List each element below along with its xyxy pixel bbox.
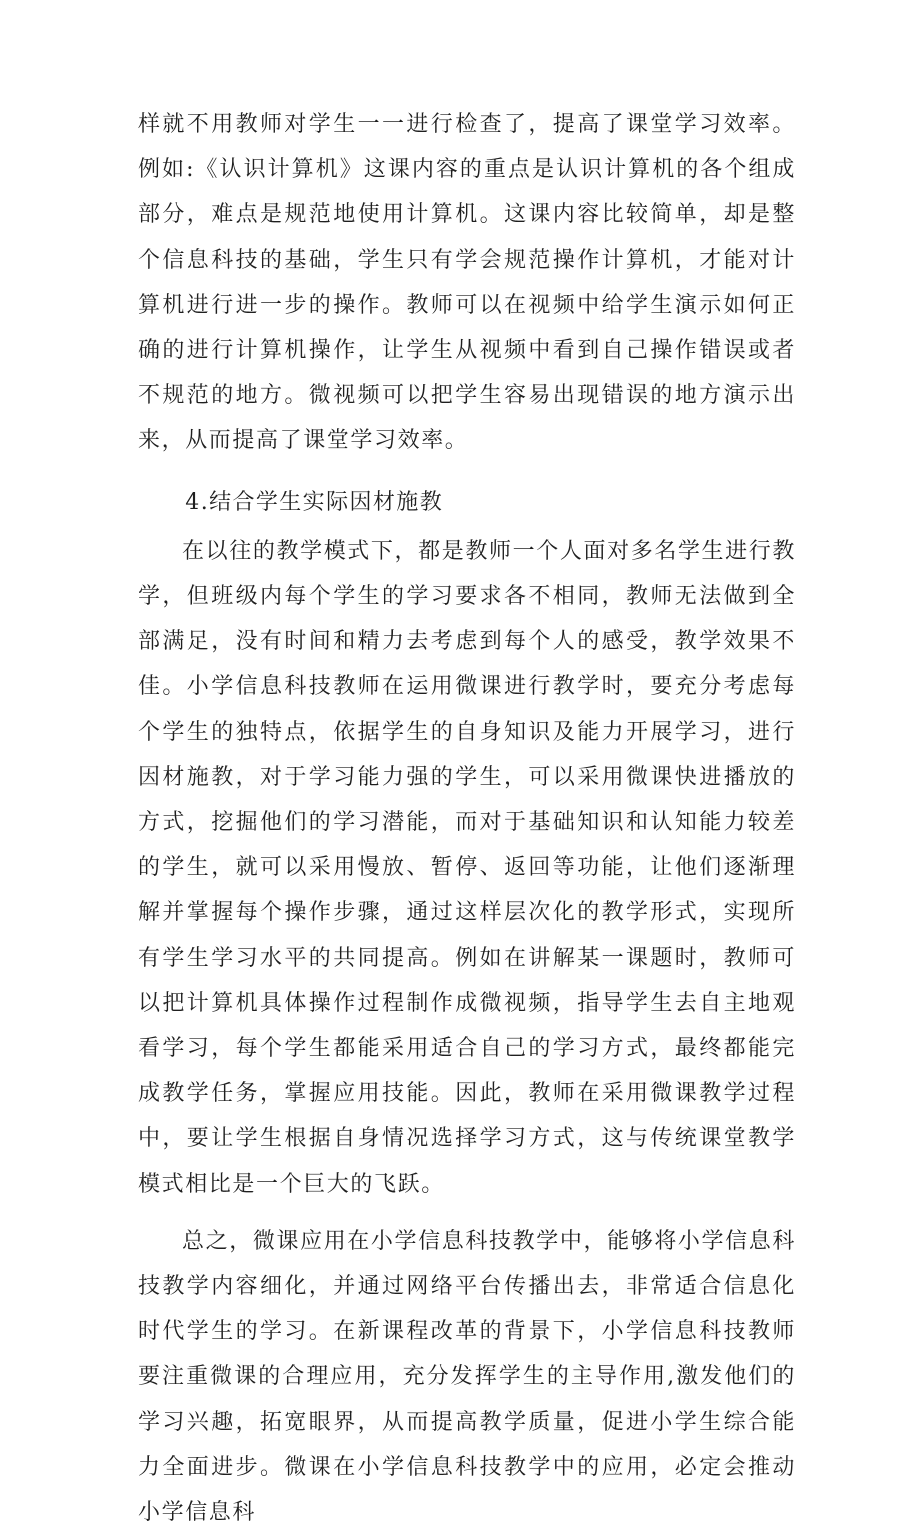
document-body [138, 102, 796, 1535]
section-paragraph-teaching-modes: 在以往的教学模式下，都是教师一个人面对多名学生进行教学，但班级内每个学生的学习要求各不相同，教师无法做到全部满足，没有时间和精力去考虑到每个人的感受，教学效果不佳。小学信息科技教师在运用微课进行教学时，要充分考虑每个学生的独特点，依据学生的自身知识及能力开展学习，进行因材施教，对于学习能力强的学生，可以采用微课快进播放的方式，挖掘他们的学习潜能，而对于基础知识和认知能力较差的学生，就可以采用慢放、暂停、返回等功能，让他们逐渐理解并掌握每个操作步骤，通过这样层次化的教学形式，实现所有学生学习水平的共同提高。例如在讲解某一课题时，教师可以把计算机具体操作过程制作成微视频，指导学生去自主地观看学习，每个学生都能采用适合自己的学习方式，最终都能完成教学任务，掌握应用技能。因此，教师在采用微课教学过程中，要让学生根据自身情况选择学习方式，这与传统课堂教学模式相比是一个巨大的飞跃。 [138, 538, 796, 1197]
continued-paragraph: 样就不用教师对学生一一进行检查了，提高了课堂学习效率。例如:《认识计算机》这课内容的重点是认识计算机的各个组成部分，难点是规范地使用计算机。这课内容比较简单，却是整个信息科技的基础，学生只有学会规范操作计算机，才能对计算机进行进一步的操作。教师可以在视频中给学生演示如何正确的进行计算机操作，让学生从视频中看到自己操作错误或者不规范的地方。微视频可以把学生容易出现错误的地方演示出来，从而提高了课堂学习效率。 [138, 112, 796, 454]
section-heading: 4.结合学生实际因材施教 [185, 489, 444, 515]
section-paragraph-summary: 总之，微课应用在小学信息科技教学中，能够将小学信息科技教学内容细化，并通过网络平台传播出去，非常适合信息化时代学生的学习。在新课程改革的背景下，小学信息科技教师要注重微课的合理应用，充分发挥学生的主导作用,激发他们的学习兴趣，拓宽眼界，从而提高教学质量，促进小学生综合能力全面进步。微课在小学信息科技教学中的应用，必定会推动小学信息科 [138, 1228, 796, 1526]
